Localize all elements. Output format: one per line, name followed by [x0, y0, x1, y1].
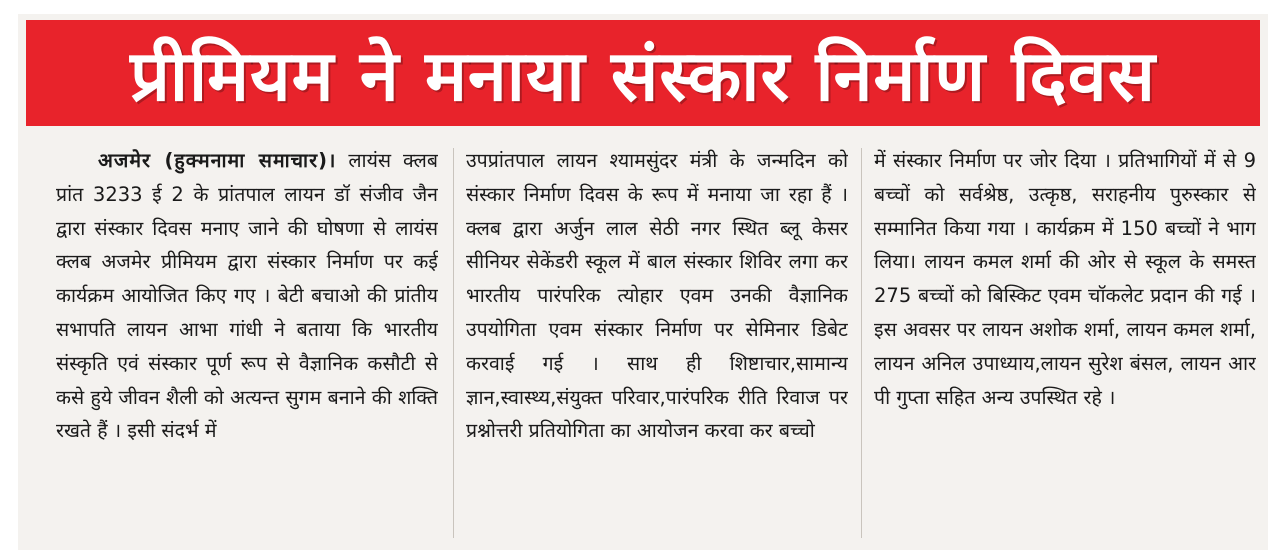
headline: प्रीमियम ने मनाया संस्कार निर्माण दिवस [130, 35, 1156, 117]
newspaper-clipping [18, 14, 1268, 550]
headline-banner [26, 20, 1260, 126]
article-column-3 [874, 144, 1256, 539]
article-body [56, 144, 1256, 539]
column-2-text: उपप्रांतपाल लायन श्यामसुंदर मंत्री के जन्मदिन को संस्कार निर्माण दिवस के रूप में मनाया जा रहा हैं । क्लब द्वारा अर्जुन लाल सेठी नगर स्थित ब्लू केसर सीनियर सेकेंडरी स्कूल में बाल संस्कार शिविर लगा कर भारतीय पारंपरिक त्योहार एवम उनकी वैज्ञानिक उपयोगिता एवम संस्कार निर्माण पर सेमिनार डिबेट करवाई गई । साथ ही शिष्टाचार,सामान्य ज्ञान,स्वास्थ्य,संयुक्त परिवार,पारंपरिक रीति रिवाज पर प्रश्नोत्तरी प्रतियोगिता का आयोजन करवा कर बच्चो [466, 149, 848, 443]
dateline: अजमेर (हुक्मनामा समाचार)। [98, 149, 337, 172]
column-1-text: लायंस क्लब प्रांत 3233 ई 2 के प्रांतपाल लायन डॉ संजीव जैन द्वारा संस्कार दिवस मनाए जाने की घोषणा से लायंस क्लब अजमेर प्रीमियम द्वारा संस्कार निर्माण पर कई कार्यक्रम आयोजित किए गए । बेटी बचाओ की प्रांतीय सभापति लायन आभा गांधी ने बताया कि भारतीय संस्कृति एवं संस्कार पूर्ण रूप से वैज्ञानिक कसौटी से कसे हुये जीवन शैली को अत्यन्त सुगम बनाने की शक्ति रखते हैं । इसी संदर्भ में [56, 149, 438, 443]
column-3-text: में संस्कार निर्माण पर जोर दिया । प्रतिभागियों में से 9 बच्चों को सर्वश्रेष्ठ, उत्कृष्ठ, सराहनीय पुरुस्कार से सम्मानित किया गया । कार्यक्रम में 150 बच्चों ने भाग लिया। लायन कमल शर्मा की ओर से स्कूल के समस्त 275 बच्चों को बिस्किट एवम चॉकलेट प्रदान की गई । इस अवसर पर लायन अशोक शर्मा, लायन कमल शर्मा, लायन अनिल उपाध्याय,लायन सुरेश बंसल, लायन आर पी गुप्ता सहित अन्य उपस्थित रहे । [874, 149, 1256, 409]
article-column-1 [56, 144, 438, 539]
article-column-2 [466, 144, 848, 539]
column-divider [861, 148, 862, 538]
column-divider [453, 148, 454, 538]
